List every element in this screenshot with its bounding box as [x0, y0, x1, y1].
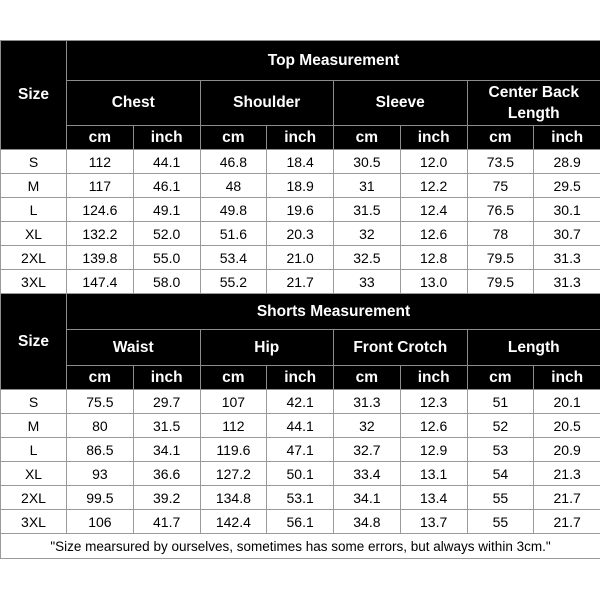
measurement-cell: 32.5 [334, 246, 401, 270]
measurement-cell: 53.1 [267, 486, 334, 510]
unit-header: cm [467, 366, 534, 390]
measurement-cell: 34.8 [334, 510, 401, 534]
table-row [1, 150, 600, 174]
size-label-cell: M [1, 414, 67, 438]
table-row [1, 414, 600, 438]
measurement-cell: 44.1 [133, 150, 200, 174]
measurement-cell: 117 [67, 174, 134, 198]
measurement-group-header: Center Back Length [467, 81, 600, 126]
measurement-cell: 32 [334, 414, 401, 438]
size-label-cell: S [1, 150, 67, 174]
measurement-cell: 20.5 [534, 414, 600, 438]
measurement-cell: 112 [67, 150, 134, 174]
measurement-cell: 44.1 [267, 414, 334, 438]
table-row [1, 510, 600, 534]
size-chart-table [0, 40, 600, 559]
unit-header: inch [400, 126, 467, 150]
table-row [1, 270, 600, 294]
measurement-cell: 49.8 [200, 198, 267, 222]
size-column-header: Size [1, 41, 67, 150]
measurement-cell: 86.5 [67, 438, 134, 462]
unit-header: inch [133, 366, 200, 390]
measurement-cell: 46.8 [200, 150, 267, 174]
measurement-cell: 30.7 [534, 222, 600, 246]
measurement-cell: 32 [334, 222, 401, 246]
measurement-cell: 12.9 [400, 438, 467, 462]
measurement-cell: 147.4 [67, 270, 134, 294]
unit-header: inch [534, 126, 600, 150]
measurement-cell: 19.6 [267, 198, 334, 222]
measurement-cell: 13.1 [400, 462, 467, 486]
measurement-cell: 18.4 [267, 150, 334, 174]
shorts-header-group-row [1, 330, 600, 366]
measurement-cell: 119.6 [200, 438, 267, 462]
measurement-cell: 12.6 [400, 414, 467, 438]
measurement-cell: 18.9 [267, 174, 334, 198]
measurement-cell: 32.7 [334, 438, 401, 462]
measurement-cell: 78 [467, 222, 534, 246]
table-row [1, 246, 600, 270]
measurement-cell: 33.4 [334, 462, 401, 486]
measurement-cell: 21.7 [534, 510, 600, 534]
measurement-cell: 54 [467, 462, 534, 486]
measurement-cell: 12.3 [400, 390, 467, 414]
size-label-cell: S [1, 390, 67, 414]
measurement-cell: 12.4 [400, 198, 467, 222]
measurement-cell: 49.1 [133, 198, 200, 222]
measurement-cell: 21.0 [267, 246, 334, 270]
measurement-cell: 12.8 [400, 246, 467, 270]
measurement-cell: 13.0 [400, 270, 467, 294]
measurement-cell: 31.3 [334, 390, 401, 414]
shorts-section-title: Shorts Measurement [67, 294, 600, 330]
measurement-cell: 134.8 [200, 486, 267, 510]
size-label-cell: L [1, 438, 67, 462]
unit-header: inch [534, 366, 600, 390]
note-row [1, 534, 600, 559]
unit-header: cm [200, 366, 267, 390]
measurement-cell: 34.1 [133, 438, 200, 462]
measurement-cell: 34.1 [334, 486, 401, 510]
measurement-cell: 132.2 [67, 222, 134, 246]
measurement-group-header: Waist [67, 330, 201, 366]
measurement-cell: 47.1 [267, 438, 334, 462]
table-row [1, 174, 600, 198]
size-label-cell: 3XL [1, 510, 67, 534]
table-row [1, 486, 600, 510]
measurement-cell: 51 [467, 390, 534, 414]
measurement-cell: 13.4 [400, 486, 467, 510]
size-label-cell: L [1, 198, 67, 222]
size-label-cell: 2XL [1, 486, 67, 510]
table-row [1, 462, 600, 486]
measurement-cell: 73.5 [467, 150, 534, 174]
measurement-cell: 107 [200, 390, 267, 414]
measurement-cell: 80 [67, 414, 134, 438]
measurement-cell: 55 [467, 486, 534, 510]
measurement-cell: 106 [67, 510, 134, 534]
measurement-cell: 55.2 [200, 270, 267, 294]
measurement-cell: 31.5 [334, 198, 401, 222]
measurement-cell: 79.5 [467, 246, 534, 270]
size-label-cell: XL [1, 462, 67, 486]
measurement-cell: 21.7 [267, 270, 334, 294]
unit-header: inch [133, 126, 200, 150]
measurement-group-header: Sleeve [334, 81, 468, 126]
measurement-cell: 13.7 [400, 510, 467, 534]
measurement-cell: 142.4 [200, 510, 267, 534]
table-row [1, 222, 600, 246]
measurement-cell: 124.6 [67, 198, 134, 222]
size-label-cell: XL [1, 222, 67, 246]
measurement-cell: 21.7 [534, 486, 600, 510]
measurement-cell: 46.1 [133, 174, 200, 198]
measurement-cell: 29.5 [534, 174, 600, 198]
measurement-group-header: Length [467, 330, 600, 366]
measurement-cell: 33 [334, 270, 401, 294]
unit-header: inch [400, 366, 467, 390]
measurement-cell: 30.1 [534, 198, 600, 222]
unit-header: cm [334, 126, 401, 150]
measurement-cell: 20.3 [267, 222, 334, 246]
measurement-cell: 139.8 [67, 246, 134, 270]
top-header-title-row [1, 41, 600, 81]
measurement-group-header: Front Crotch [334, 330, 468, 366]
top-section-title: Top Measurement [67, 41, 600, 81]
measurement-cell: 31.5 [133, 414, 200, 438]
measurement-cell: 76.5 [467, 198, 534, 222]
measurement-cell: 20.1 [534, 390, 600, 414]
measurement-cell: 31.3 [534, 270, 600, 294]
measurement-cell: 30.5 [334, 150, 401, 174]
measurement-note: "Size mearsured by ourselves, sometimes has some errors, but always within 3cm." [1, 534, 600, 559]
measurement-cell: 12.2 [400, 174, 467, 198]
top-header-group-row [1, 81, 600, 126]
measurement-cell: 12.0 [400, 150, 467, 174]
measurement-cell: 58.0 [133, 270, 200, 294]
size-label-cell: M [1, 174, 67, 198]
unit-header: cm [67, 126, 134, 150]
measurement-cell: 31 [334, 174, 401, 198]
measurement-cell: 99.5 [67, 486, 134, 510]
table-row [1, 438, 600, 462]
measurement-cell: 93 [67, 462, 134, 486]
measurement-cell: 53.4 [200, 246, 267, 270]
measurement-cell: 12.6 [400, 222, 467, 246]
measurement-cell: 127.2 [200, 462, 267, 486]
unit-header: inch [267, 126, 334, 150]
unit-header: cm [334, 366, 401, 390]
measurement-cell: 55.0 [133, 246, 200, 270]
measurement-cell: 53 [467, 438, 534, 462]
table-row [1, 198, 600, 222]
measurement-cell: 21.3 [534, 462, 600, 486]
measurement-cell: 79.5 [467, 270, 534, 294]
measurement-cell: 39.2 [133, 486, 200, 510]
measurement-cell: 55 [467, 510, 534, 534]
measurement-cell: 75 [467, 174, 534, 198]
measurement-group-header: Shoulder [200, 81, 334, 126]
measurement-cell: 48 [200, 174, 267, 198]
measurement-cell: 56.1 [267, 510, 334, 534]
size-label-cell: 2XL [1, 246, 67, 270]
unit-header: inch [267, 366, 334, 390]
measurement-group-header: Hip [200, 330, 334, 366]
top-header-unit-row [1, 126, 600, 150]
measurement-cell: 42.1 [267, 390, 334, 414]
unit-header: cm [200, 126, 267, 150]
shorts-header-unit-row [1, 366, 600, 390]
unit-header: cm [467, 126, 534, 150]
measurement-cell: 41.7 [133, 510, 200, 534]
size-label-cell: 3XL [1, 270, 67, 294]
shorts-header-title-row [1, 294, 600, 330]
size-column-header: Size [1, 294, 67, 390]
measurement-cell: 31.3 [534, 246, 600, 270]
measurement-cell: 51.6 [200, 222, 267, 246]
measurement-cell: 36.6 [133, 462, 200, 486]
measurement-cell: 50.1 [267, 462, 334, 486]
size-chart [0, 40, 600, 559]
measurement-cell: 75.5 [67, 390, 134, 414]
measurement-cell: 52 [467, 414, 534, 438]
measurement-cell: 20.9 [534, 438, 600, 462]
unit-header: cm [67, 366, 134, 390]
measurement-cell: 112 [200, 414, 267, 438]
measurement-cell: 29.7 [133, 390, 200, 414]
measurement-cell: 28.9 [534, 150, 600, 174]
measurement-cell: 52.0 [133, 222, 200, 246]
table-row [1, 390, 600, 414]
measurement-group-header: Chest [67, 81, 201, 126]
